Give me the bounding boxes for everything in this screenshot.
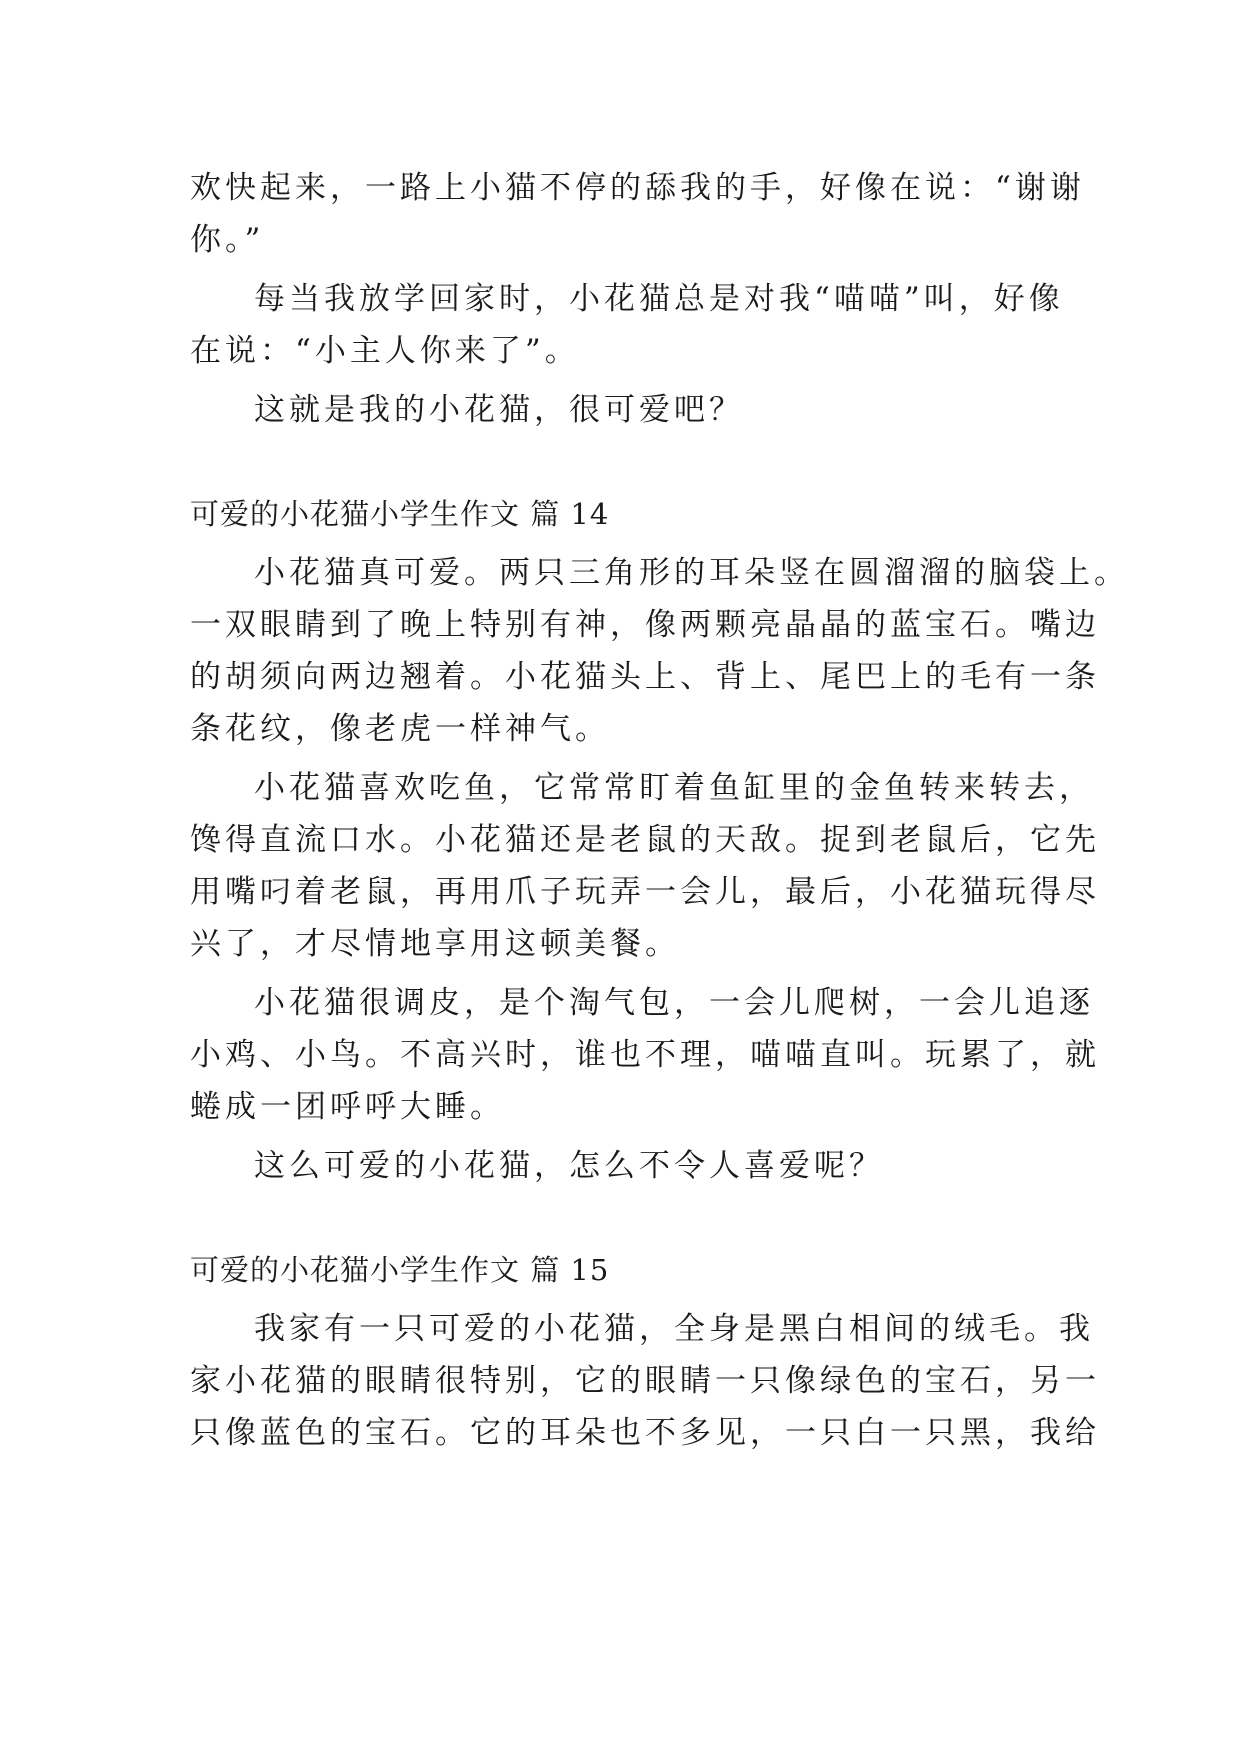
- paragraph-line: 一双眼睛到了晚上特别有神，像两颗亮晶晶的蓝宝石。嘴边: [190, 607, 1100, 643]
- paragraph-line: 这就是我的小花猫，很可爱吧？: [254, 392, 744, 428]
- paragraph-line: 小花猫喜欢吃鱼，它常常盯着鱼缸里的金鱼转来转去，: [254, 770, 1094, 806]
- paragraph-line: 小花猫真可爱。两只三角形的耳朵竖在圆溜溜的脑袋上。: [254, 555, 1129, 591]
- paragraph-line: 这么可爱的小花猫，怎么不令人喜爱呢？: [254, 1148, 884, 1184]
- paragraph-line: 小鸡、小鸟。不高兴时，谁也不理，喵喵直叫。玩累了，就: [190, 1037, 1100, 1073]
- section-heading: 可爱的小花猫小学生作文 篇 14: [190, 497, 610, 531]
- section-heading: 可爱的小花猫小学生作文 篇 15: [190, 1253, 610, 1287]
- paragraph-line: 用嘴叼着老鼠，再用爪子玩弄一会儿，最后，小花猫玩得尽: [190, 874, 1100, 910]
- paragraph-line: 在说：“小主人你来了”。: [190, 333, 580, 369]
- paragraph-line: 小花猫很调皮，是个淘气包，一会儿爬树，一会儿追逐: [254, 985, 1094, 1021]
- paragraph-line: 条花纹，像老虎一样神气。: [190, 711, 610, 747]
- paragraph-line: 欢快起来，一路上小猫不停的舔我的手，好像在说：“谢谢: [190, 170, 1085, 206]
- paragraph-line: 蜷成一团呼呼大睡。: [190, 1089, 505, 1125]
- paragraph-line: 只像蓝色的宝石。它的耳朵也不多见，一只白一只黑，我给: [190, 1415, 1100, 1451]
- paragraph-line: 你。”: [190, 222, 265, 258]
- paragraph-line: 我家有一只可爱的小花猫，全身是黑白相间的绒毛。我: [254, 1311, 1094, 1347]
- paragraph-line: 馋得直流口水。小花猫还是老鼠的天敌。捉到老鼠后，它先: [190, 822, 1100, 858]
- paragraph-line: 家小花猫的眼睛很特别，它的眼睛一只像绿色的宝石，另一: [190, 1363, 1100, 1399]
- paragraph-line: 每当我放学回家时，小花猫总是对我“喵喵”叫，好像: [254, 281, 1064, 317]
- paragraph-line: 的胡须向两边翘着。小花猫头上、背上、尾巴上的毛有一条: [190, 659, 1100, 695]
- document-body: [190, 162, 1129, 1459]
- paragraph-line: 兴了，才尽情地享用这顿美餐。: [190, 926, 680, 962]
